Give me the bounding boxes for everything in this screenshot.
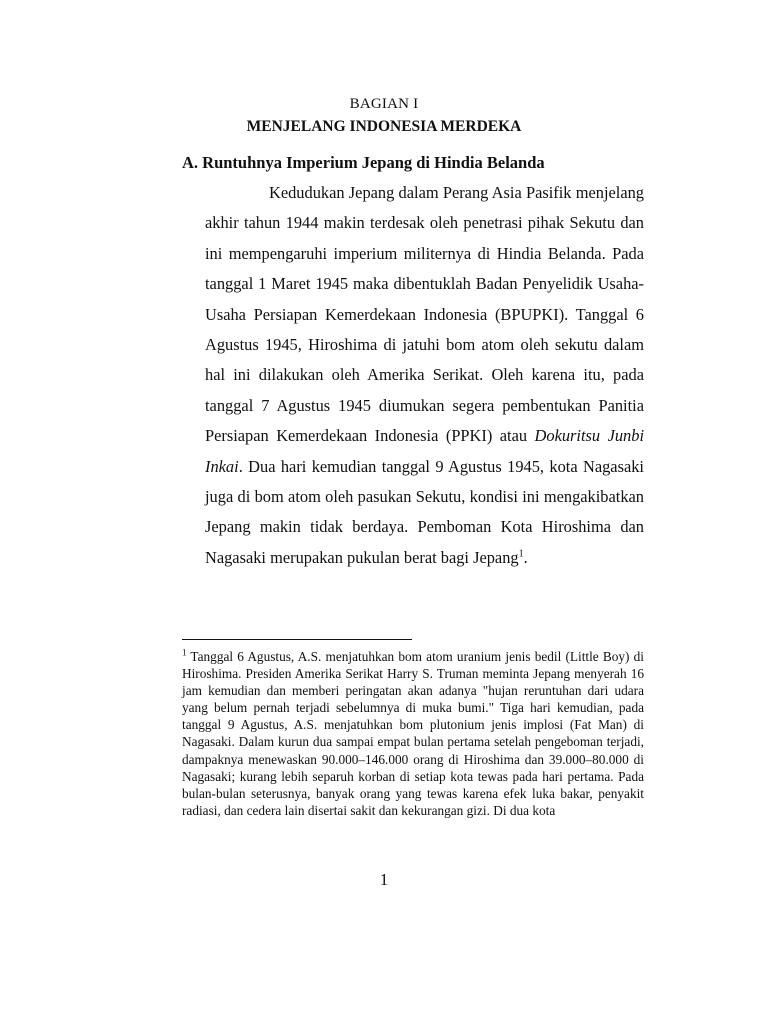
footnote-reference[interactable]: 1 xyxy=(518,548,524,560)
footnote xyxy=(182,648,644,819)
section-title: A. Runtuhnya Imperium Jepang di Hindia Belanda xyxy=(182,153,545,172)
footnote-text: Tanggal 6 Agustus, A.S. menjatuhkan bom atom uranium jenis bedil (Little Boy) di Hiroshima. Presiden Amerika Serikat Harry S. Truman meminta Jepang menyerah 16 jam kemudian dan memberi peringatan akan adanya "hujan reruntuhan dari udara yang belum pernah terjadi sebelumnya di muka bumi." Tiga hari kemudian, pada tanggal 9 Agustus, A.S. menjatuhkan bom plutonium jenis implosi (Fat Man) di Nagasaki. Dalam kurun dua sampai empat bulan pertama setelah pengeboman terjadi, dampaknya menewaskan 90.000–146.000 orang di Hiroshima dan 39.000–80.000 di Nagasaki; kurang lebih separuh korban di setiap kota tewas pada hari pertama. Pada bulan-bulan seterusnya, banyak orang yang tewas karena efek luka bakar, penyakit radiasi, dan cedera lain disertai sakit dan kekurangan gizi. Di dua kota xyxy=(182,649,644,818)
footnote-separator xyxy=(182,639,412,640)
part-label: BAGIAN I xyxy=(349,96,419,112)
paragraph-text-continued: . Dua hari kemudian tanggal 9 Agustus 1945, kota Nagasaki juga di bom atom oleh pasukan Sekutu, kondisi ini mengakibatkan Jepang makin tidak berdaya. Pemboman Kota Hiroshima dan Nagasaki merupakan pukulan berat bagi Jepang xyxy=(205,456,644,567)
part-title: MENJELANG INDONESIA MERDEKA xyxy=(246,118,522,135)
italic-term: Dokuritsu Junbi Inkai xyxy=(205,426,644,476)
paragraph-text-start: Kedudukan Jepang dalam Perang Asia Pasifik menjelang akhir tahun 1944 makin terdesak oleh penetrasi pihak Sekutu dan ini mempengaruhi imperium militernya di Hindia Belanda. Pada tanggal 1 Maret 1945 maka dibentuklah Badan Penyelidik Usaha-Usaha Persiapan Kemerdekaan Indonesia (BPUPKI). Tanggal 6 Agustus 1945, Hiroshima di jatuhi bom atom oleh sekutu dalam hal ini dilakukan oleh Amerika Serikat. Oleh karena itu, pada tanggal 7 Agustus 1945 diumukan segera pembentukan Panitia Persiapan Kemerdekaan Indonesia (PPKI) atau xyxy=(205,183,644,446)
page-number: 1 xyxy=(379,870,389,889)
footnote-marker: 1 xyxy=(182,647,187,658)
body-paragraph xyxy=(205,178,644,573)
paragraph-text-end: . xyxy=(523,547,528,567)
